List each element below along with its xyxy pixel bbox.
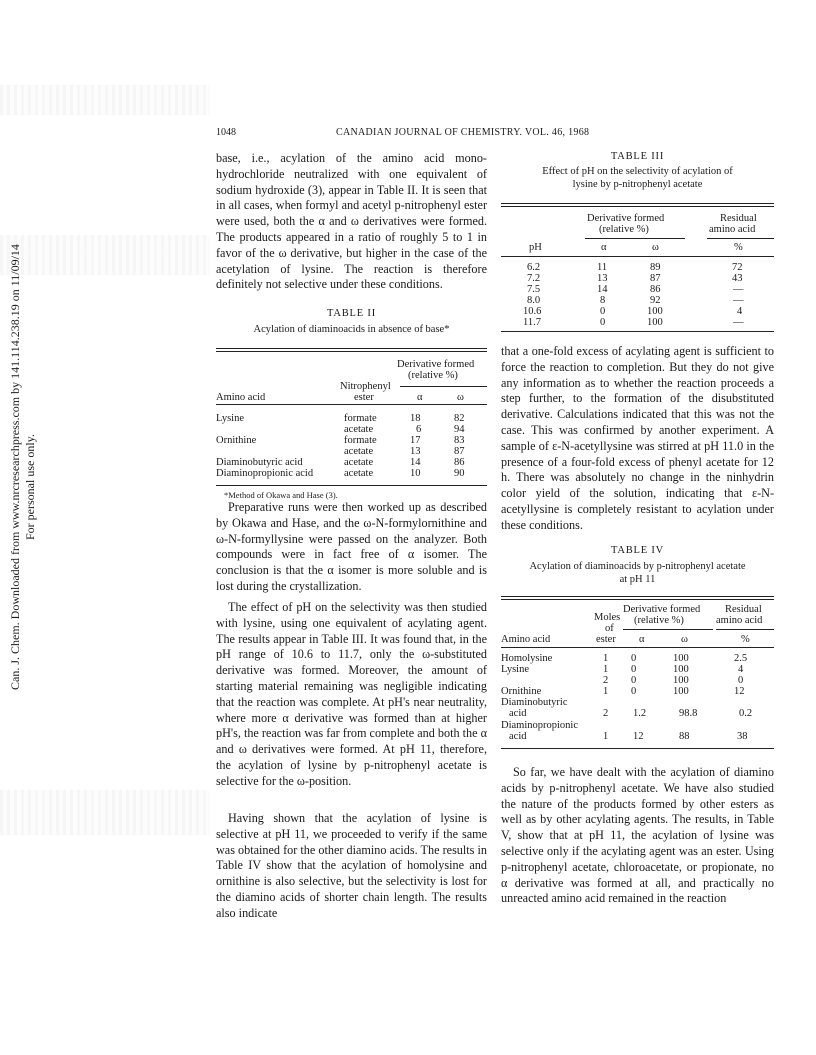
table-2	[216, 308, 487, 500]
left-paragraph-3: The effect of pH on the selectivity was then studied with lysine, using one equivalent of acylating agent. The results appear in Table III. It was found that, in the pH range of 10.6 to 11.7, only the ω-substituted derivative was formed. Moreover, the amount of starting material remaining was negligible indicating that the reaction was complete. At pH's near neutrality, where more α derivative was formed than at higher pH's, the reaction was far from complete and both the α and ω derivatives were formed. At pH 11, therefore, the acylation of lysine by p-nitrophenyl acetate is selective for the ω-position.	[216, 600, 487, 788]
scan-artifact	[0, 85, 210, 115]
header-percent: %	[741, 634, 750, 645]
table-row: Diaminobutyric acid 2 1.2 98.8 0.2	[501, 697, 753, 719]
table-label: TABLE III	[610, 151, 665, 162]
table-4	[501, 545, 774, 749]
header-alpha: α	[601, 242, 607, 253]
table-row: acetate 13 87	[344, 446, 465, 457]
table-row: 7.5 14 86 —	[527, 284, 744, 295]
table-caption: Acylation of diaminoacids in absence of base*	[253, 324, 450, 335]
table-row: 2 0 100 0	[603, 675, 744, 686]
table-bottom-rule	[501, 331, 774, 332]
table-label: TABLE II	[326, 308, 376, 319]
right-paragraph-1: that a one-fold excess of acylating agent is sufficient to force the reaction to completion. But they do not give any information as to whether the reaction proceeds a step further, to the formation of the disubstituted derivative. Calculations indicated that this was not the case. This was confirmed by another experiment. A sample of ε-N-acetyllysine was stirred at pH 11.0 in the presence of a four-fold excess of phenyl acetate for 12 h. There was absolutely no change in the ninhydrin color yield of the solution, indicating that ε-N-acetyllysine is completely resistant to acylation under these conditions.	[501, 344, 774, 532]
header-omega: ω	[457, 392, 464, 403]
header-relative: (relative %)	[634, 615, 684, 626]
table-body	[501, 648, 774, 744]
table-row: Diaminopropionic acid 1 12 88 38	[501, 720, 748, 742]
scan-artifact	[0, 790, 210, 835]
header-amino-acid: Amino acid	[216, 392, 266, 403]
header-ph: pH	[529, 242, 542, 253]
subheader-rule	[716, 629, 774, 630]
header-ester: ester	[354, 392, 374, 403]
table-row: 11.7 0 100 —	[523, 317, 744, 328]
header-derivative: Derivative formed	[623, 604, 701, 615]
header-relative: (relative %)	[599, 224, 649, 235]
header-amino-acid-residual: amino acid	[716, 615, 763, 626]
table-caption-line1: Effect of pH on the selectivity of acylation of	[542, 166, 733, 177]
download-notice-line1: Can. J. Chem. Downloaded from www.nrcresearchpress.com by 141.114.238.19 on 11/09/14	[8, 244, 22, 690]
header-amino-acid: amino acid	[709, 224, 756, 235]
download-notice	[2, 244, 37, 690]
subheader-rule	[623, 629, 713, 630]
download-notice-line2: For personal use only.	[23, 434, 37, 540]
journal-title: CANADIAN JOURNAL OF CHEMISTRY. VOL. 46, 1968	[336, 127, 590, 138]
left-paragraph-4: Having shown that the acylation of lysine is selective at pH 11, we proceeded to verify if the same was obtained for the other diamino acids. The results in Table IV show that the acylation of homolysine and ornithine is also selective, but the selectivity is lost for the diamino acids of shorter chain length. The results also indicate	[216, 811, 487, 920]
table-caption-line1: Acylation of diaminoacids by p-nitrophenyl acetate	[529, 561, 746, 572]
table-row: 10.6 0 100 4	[523, 306, 743, 317]
table-3	[501, 151, 774, 332]
header-amino-acid: Amino acid	[501, 634, 551, 645]
table-row: acetate 6 94	[344, 424, 465, 435]
table-row: Ornithine formate 17 83	[216, 435, 465, 446]
left-paragraph-1: base, i.e., acylation of the amino acid mono-hydrochloride neutralized with one equivalent of sodium hydroxide (3), appear in Table II. It is seen that in all cases, when formyl and acetyl p-nitrophenyl ester were used, both the α and ω derivatives were formed. The products appeared in a ratio of roughly 5 to 1 in favor of the ω derivative, but higher in the case of the acetylation of lysine. The reaction is therefore definitely not selective under these conditions.	[216, 151, 487, 292]
header-residual: Residual	[720, 213, 757, 224]
table-row: Ornithine 1 0 100 12	[501, 686, 745, 697]
table-bottom-rule	[501, 748, 774, 749]
table-row: Lysine formate 18 82	[216, 413, 465, 424]
table-row: Lysine 1 0 100 4	[501, 664, 744, 675]
header-derivative: Derivative formed	[397, 359, 475, 370]
table-footnote: *Method of Okawa and Hase (3).	[224, 490, 338, 500]
header-nitrophenyl: Nitrophenyl	[340, 381, 391, 392]
table-caption-line2: lysine by p-nitrophenyl acetate	[572, 179, 703, 190]
header-omega: ω	[652, 242, 659, 253]
header-derivative: Derivative formed	[587, 213, 665, 224]
header-moles: Moles	[594, 612, 621, 623]
header-omega: ω	[681, 634, 688, 645]
table-label: TABLE IV	[610, 545, 665, 556]
table-row: Homolysine 1 0 100 2.5	[501, 653, 748, 664]
table-caption-line2: at pH 11	[619, 574, 656, 585]
left-paragraph-2: Preparative runs were then worked up as described by Okawa and Hase, and the ω-N-formylornithine and ω-N-formyllysine were passed on the analyzer. Both compounds were in fact free of α isomer. The conclusion is that the α isomer is more soluble and is lost during the crystallization.	[216, 500, 487, 593]
subheader-rule	[400, 386, 487, 387]
header-ester: ester	[596, 634, 616, 645]
table-body	[501, 257, 774, 329]
table-row: 8.0 8 92 —	[527, 295, 744, 306]
right-paragraph-2: So far, we have dealt with the acylation of diamino acids by p-nitrophenyl acetate. We have also studied the nature of the products formed by other esters as well as by other acylating agents. The results, in Table V, show that at pH 11, the acylation of lysine was selective only if the acylating agent was an ester. Using p-nitrophenyl acetate, chloroacetate, or propionate, no α derivative was formed at all, and practically no unreacted amino acid remained in the reaction	[501, 765, 774, 906]
table-row: 7.2 13 87 43	[527, 273, 743, 284]
subheader-rule	[585, 238, 685, 239]
header-of: of	[605, 623, 614, 634]
table-bottom-rule	[216, 485, 487, 486]
page-number: 1048	[216, 127, 236, 138]
header-alpha: α	[639, 634, 645, 645]
table-row: Diaminopropionic acid acetate 10 90	[216, 468, 465, 479]
header-percent: %	[734, 242, 743, 253]
subheader-rule	[707, 238, 774, 239]
table-row: Diaminobutyric acid acetate 14 86	[216, 457, 465, 468]
table-row: 6.2 11 89 72	[527, 262, 743, 273]
header-relative: (relative %)	[408, 370, 458, 381]
header-residual: Residual	[725, 604, 762, 615]
table-body	[216, 405, 487, 485]
header-alpha: α	[417, 392, 423, 403]
